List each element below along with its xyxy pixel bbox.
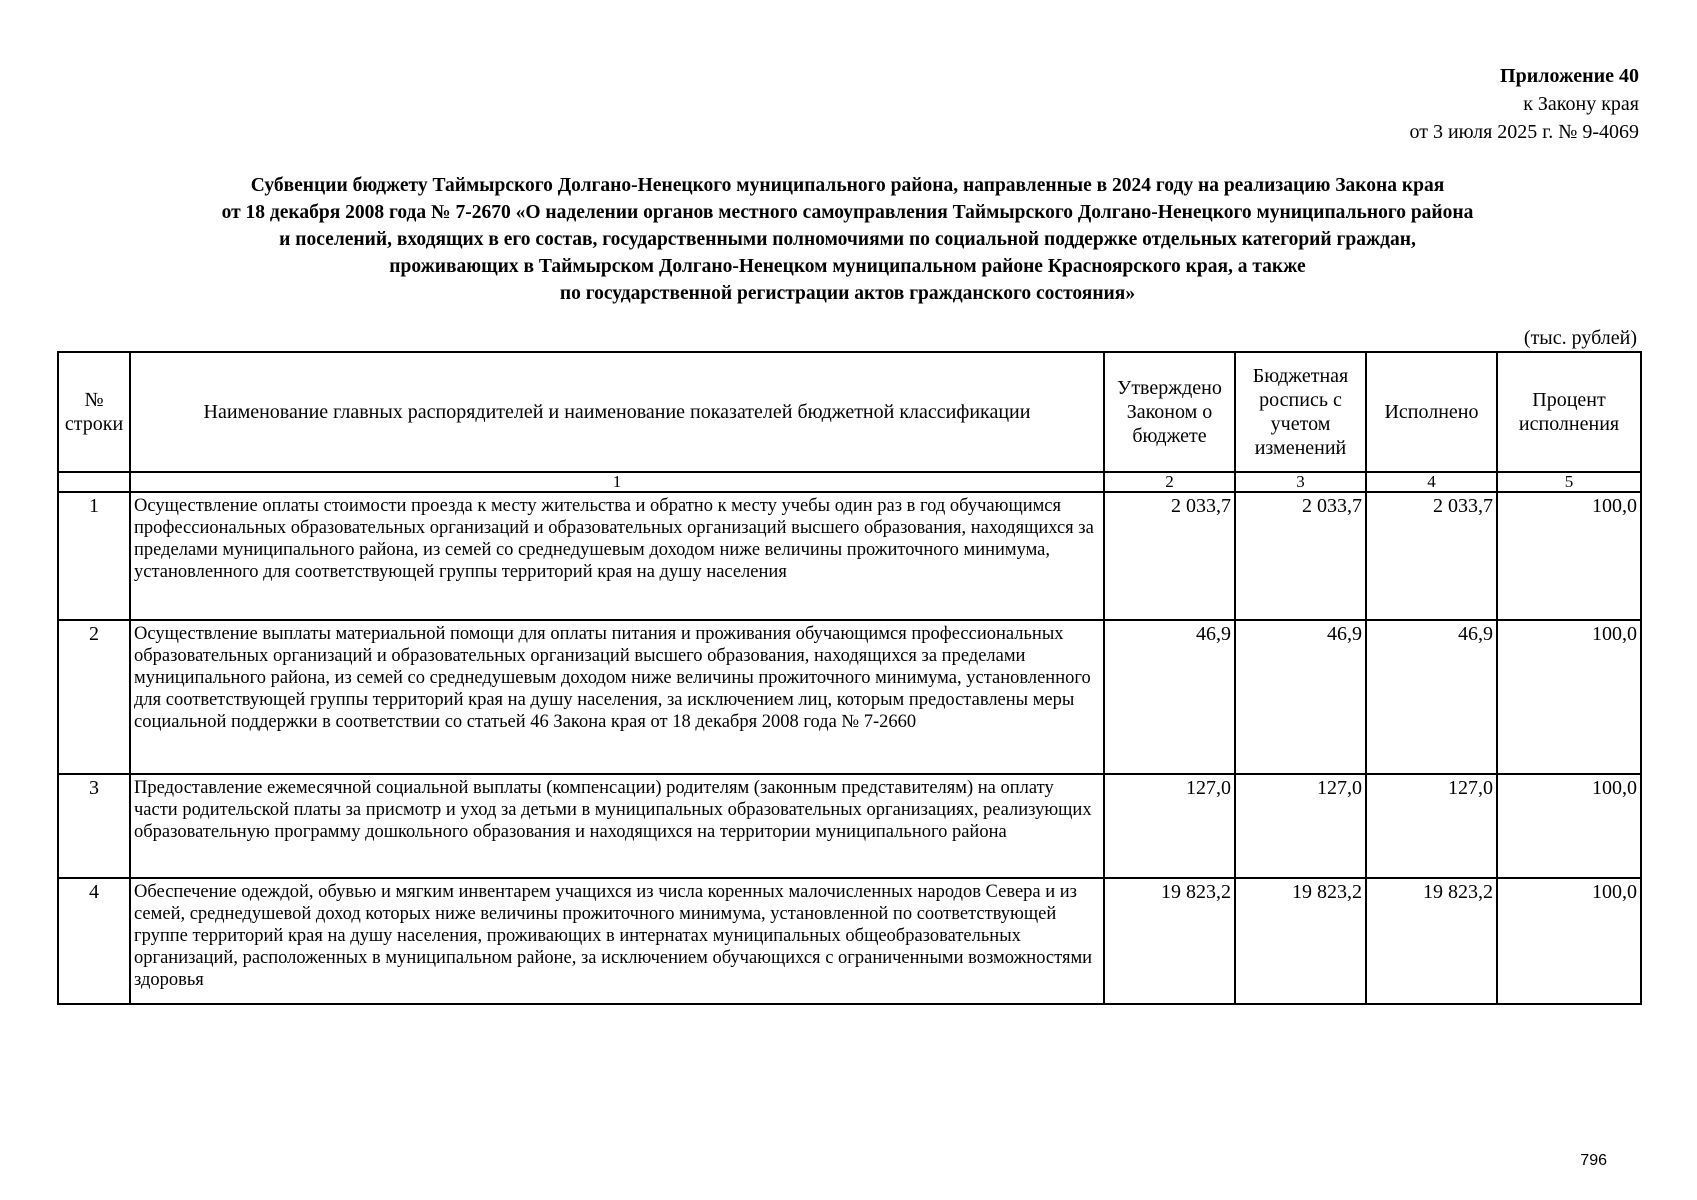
table-row — [58, 492, 1641, 620]
row-approved: 127,0 — [1104, 774, 1235, 878]
header-num: № строки — [58, 352, 130, 472]
row-percent: 100,0 — [1497, 492, 1641, 620]
table-row — [58, 878, 1641, 1004]
row-name: Предоставление ежемесячной социальной выплаты (компенсации) родителям (законным представителям) на оплату части родительской платы за присмотр и уход за детьми в муниципальных образовательных организациях, реализующих образовательную программу дошкольного образования и находящихся на территории муниципального района — [130, 774, 1104, 878]
title-line: проживающих в Таймырском Долгано-Ненецком муниципальном районе Красноярского края, а также — [389, 256, 1306, 277]
header-name: Наименование главных распорядителей и наименование показателей бюджетной классификации — [130, 352, 1104, 472]
row-budget: 46,9 — [1235, 620, 1366, 774]
page-number: 796 — [1580, 1152, 1607, 1169]
row-executed: 46,9 — [1366, 620, 1497, 774]
table-row — [58, 620, 1641, 774]
header-executed: Исполнено — [1366, 352, 1497, 472]
header-approved: Утверждено Законом о бюджете — [1104, 352, 1235, 472]
row-percent: 100,0 — [1497, 774, 1641, 878]
row-approved: 19 823,2 — [1104, 878, 1235, 1004]
title-line: от 18 декабря 2008 года № 7-2670 «О наделении органов местного самоуправления Таймырского Долгано-Ненецкого муниципального района — [221, 202, 1474, 223]
row-budget: 127,0 — [1235, 774, 1366, 878]
row-executed: 2 033,7 — [1366, 492, 1497, 620]
row-budget: 2 033,7 — [1235, 492, 1366, 620]
row-number: 3 — [58, 774, 130, 878]
row-number: 1 — [58, 492, 130, 620]
row-budget: 19 823,2 — [1235, 878, 1366, 1004]
title-line: Субвенции бюджету Таймырского Долгано-Ненецкого муниципального района, направленные в 2024 году на реализацию Закона края — [250, 175, 1445, 196]
header-budget: Бюджетная роспись с учетом изменений — [1235, 352, 1366, 472]
attachment-law: к Закону края — [1523, 93, 1639, 115]
header-percent: Процент исполнения — [1497, 352, 1641, 472]
column-number-empty — [58, 472, 130, 492]
column-numbers-row — [58, 472, 1641, 492]
subventions-table — [57, 351, 1642, 1005]
row-approved: 2 033,7 — [1104, 492, 1235, 620]
column-number: 1 — [130, 472, 1104, 492]
row-name: Осуществление выплаты материальной помощи для оплаты питания и проживания обучающимся профессиональных образовательных организаций и образовательных организаций высшего образования, находящихся за пределами муниципального района, из семей со среднедушевым доходом ниже величины прожиточного минимума, установленного для соответствующей группы территорий края на душу населения, за исключением лиц, которым предоставлены меры социальной поддержки в соответствии со статьей 46 Закона края от 18 декабря 2008 года № 7-2660 — [130, 620, 1104, 774]
row-executed: 19 823,2 — [1366, 878, 1497, 1004]
row-name: Осуществление оплаты стоимости проезда к месту жительства и обратно к месту учебы один раз в год обучающимся профессиональных образовательных организаций и образовательных организаций высшего образования, находящихся за пределами муниципального района, из семей со среднедушевым доходом ниже величины прожиточного минимума, установленного для соответствующей группы территорий края на душу населения — [130, 492, 1104, 620]
row-name: Обеспечение одеждой, обувью и мягким инвентарем учащихся из числа коренных малочисленных народов Севера и из семей, среднедушевой доход которых ниже величины прожиточного минимума, установленной по соответствующей группе территорий края на душу населения, проживающих в интернатах муниципальных общеобразовательных организаций, расположенных в муниципальном районе, за исключением обучающихся с ограниченными возможностями здоровья — [130, 878, 1104, 1004]
column-number: 2 — [1104, 472, 1235, 492]
row-approved: 46,9 — [1104, 620, 1235, 774]
row-percent: 100,0 — [1497, 620, 1641, 774]
attachment-title: Приложение 40 — [1500, 65, 1639, 87]
title-line: и поселений, входящих в его состав, государственными полномочиями по социальной поддержке отдельных категорий граждан, — [279, 229, 1416, 250]
title-line: по государственной регистрации актов гражданского состояния» — [559, 283, 1136, 304]
row-number: 2 — [58, 620, 130, 774]
attachment-date: от 3 июля 2025 г. № 9-4069 — [1409, 121, 1639, 143]
document-title — [60, 172, 1635, 307]
attachment-block — [1410, 62, 1640, 146]
table-row — [58, 774, 1641, 878]
row-executed: 127,0 — [1366, 774, 1497, 878]
row-percent: 100,0 — [1497, 878, 1641, 1004]
column-number: 4 — [1366, 472, 1497, 492]
column-number: 3 — [1235, 472, 1366, 492]
units-label: (тыс. рублей) — [1523, 327, 1637, 349]
header-row — [58, 352, 1641, 472]
column-number: 5 — [1497, 472, 1641, 492]
row-number: 4 — [58, 878, 130, 1004]
